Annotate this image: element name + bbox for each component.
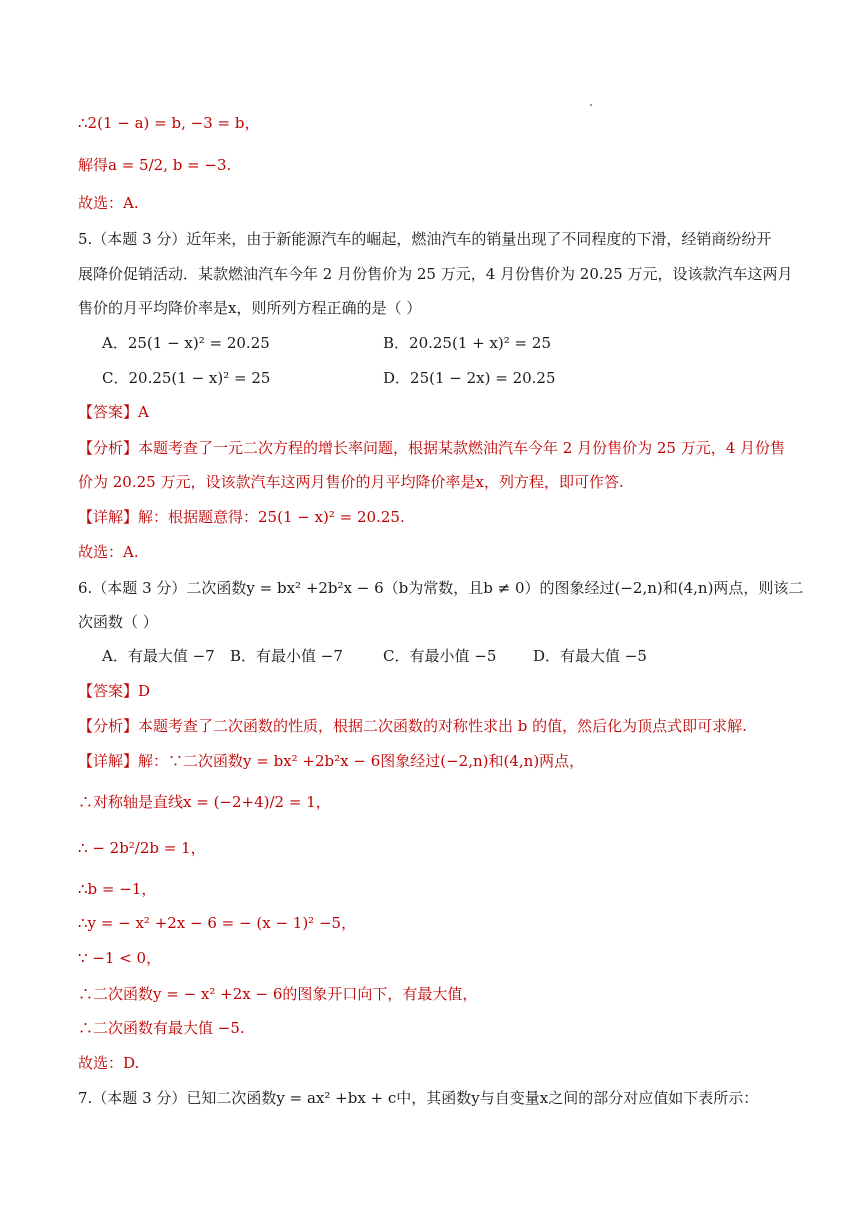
q6-stem-line-2: 次函数（ ） [78,613,158,631]
q5-stem-line-1: 5.（本题 3 分）近年来，由于新能源汽车的崛起，燃油汽车的销量出现了不同程度的下滑，经销商纷纷开 [78,230,772,248]
q6-detail-line-6: ∵ −1 < 0， [78,949,162,967]
q5-stem-line-3: 售价的月平均降价率是x，则所列方程正确的是（ ） [78,299,422,317]
q5-choice: 故选：A. [78,543,139,561]
q6-option-b: B．有最小值 −7 [230,647,343,665]
q6-answer: 【答案】D [78,682,151,700]
q6-option-a: A．有最大值 −7 [102,647,215,665]
q5-analysis-line-2: 价为 20.25 万元，设该款汽车这两月售价的月平均降价率是x，列方程，即可作答. [78,473,624,491]
q6-choice: 故选：D. [78,1054,140,1072]
q5-stem-line-2: 展降价促销活动．某款燃油汽车今年 2 月份售价为 25 万元，4 月份售价为 20.25 万元，设该款汽车这两月 [78,265,793,283]
q7-stem-line-1: 7.（本题 3 分）已知二次函数y = ax² +bx + c中，其函数y与自变量x之间的部分对应值如下表所示： [78,1089,759,1107]
q6-option-c: C．有最小值 −5 [383,647,497,665]
q6-detail-line-8: ∴二次函数有最大值 −5. [78,1019,245,1037]
q6-detail-line-5: ∴y = − x² +2x − 6 = − (x − 1)² −5， [78,914,357,932]
q5-option-d: D．25(1 − 2x) = 20.25 [383,369,556,387]
q6-detail-line-1: 【详解】解：∵二次函数y = bx² +2b²x − 6图象经过(−2,n)和(4,n)两点， [78,752,585,770]
q5-detail: 【详解】解：根据题意得：25(1 − x)² = 20.25. [78,508,405,526]
prev-solution-line-1: ∴2(1 − a) = b, −3 = b， [78,114,260,132]
q6-option-d: D．有最大值 −5 [533,647,647,665]
q6-stem-line-1: 6.（本题 3 分）二次函数y = bx² +2b²x − 6（b为常数，且b ≠ 0）的图象经过(−2,n)和(4,n)两点，则该二 [78,579,804,597]
q6-detail-line-7: ∴二次函数y = − x² +2x − 6的图象开口向下，有最大值， [78,985,478,1003]
scan-speck [590,104,592,106]
q5-option-a: A．25(1 − x)² = 20.25 [102,334,270,352]
q5-option-b: B．20.25(1 + x)² = 25 [383,334,551,352]
q6-analysis: 【分析】本题考查了二次函数的性质，根据二次函数的对称性求出 b 的值，然后化为顶点式即可求解. [78,717,747,735]
prev-solution-choice: 故选：A. [78,194,139,212]
q6-detail-line-4: ∴b = −1， [78,880,157,898]
q5-option-c: C．20.25(1 − x)² = 25 [102,369,271,387]
q5-analysis-line-1: 【分析】本题考查了一元二次方程的增长率问题，根据某款燃油汽车今年 2 月份售价为 25 万元，4 月份售 [78,439,786,457]
q6-detail-line-2: ∴对称轴是直线x = (−2+4)/2 = 1， [78,793,331,811]
q6-detail-line-3: ∴ − 2b²/2b = 1， [78,839,206,857]
prev-solution-line-2: 解得a = 5/2, b = −3. [78,156,232,174]
q5-answer: 【答案】A [78,403,149,421]
